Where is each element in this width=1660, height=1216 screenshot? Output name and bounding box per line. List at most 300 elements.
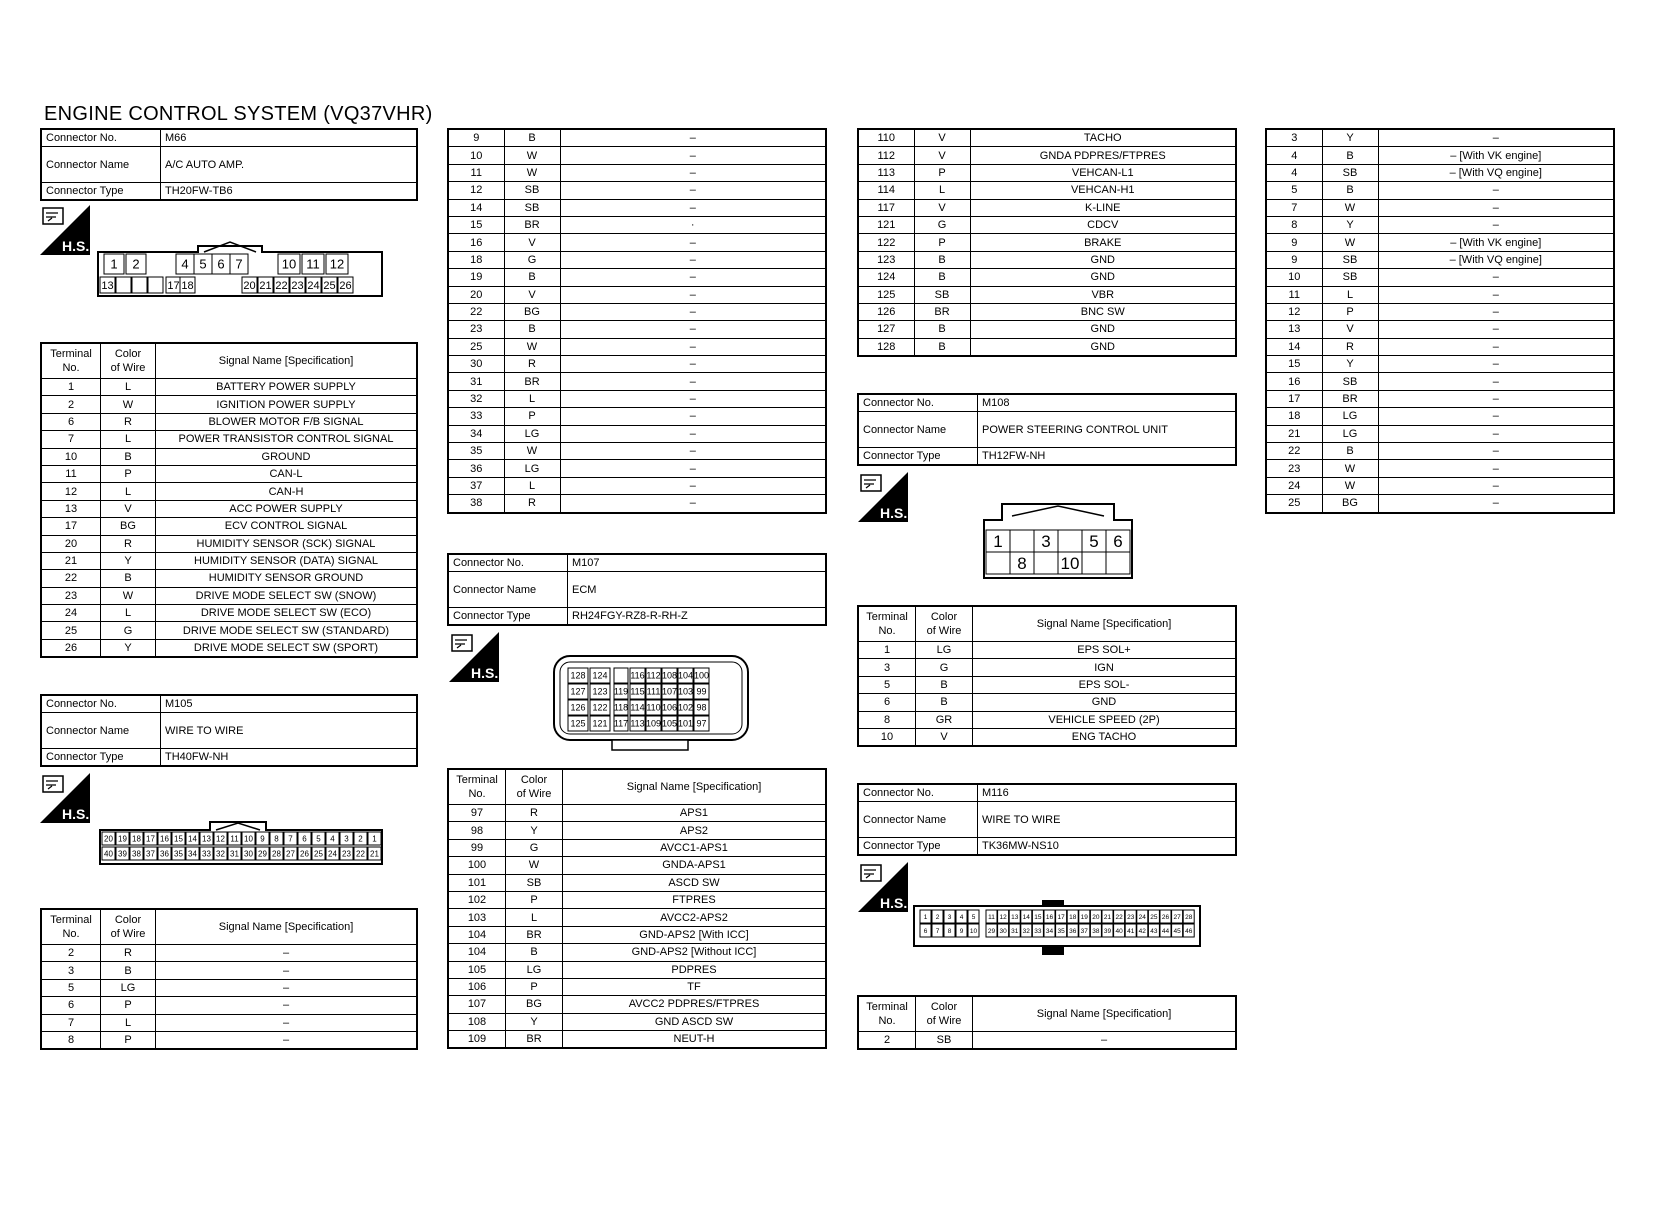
connector-pin-label: 8 <box>274 834 279 844</box>
table-row <box>41 570 417 587</box>
signal-name-cell: TF <box>563 978 827 995</box>
signal-name-cell: FTPRES <box>563 891 827 908</box>
connector-pin-label: 4 <box>959 913 964 921</box>
terminal-no-cell: 14 <box>448 199 504 216</box>
connector-pin-label: 111 <box>646 686 661 697</box>
wire-color-cell: LG <box>506 961 563 978</box>
connector-pin-label: 32 <box>216 849 225 859</box>
wire-color-cell: SB <box>1322 164 1378 181</box>
terminal-no-cell: 10 <box>41 448 101 465</box>
connector-pin-label: 14 <box>1022 913 1030 921</box>
connector-pin-label: 115 <box>630 686 645 697</box>
table-row <box>1266 182 1614 199</box>
wire-color-cell: L <box>101 431 156 448</box>
terminal-no-cell: 18 <box>448 251 504 268</box>
signal-name-cell: TACHO <box>970 129 1236 147</box>
terminal-no-cell: 117 <box>858 199 914 216</box>
wire-color-cell: LG <box>1322 408 1378 425</box>
connector-no-label: Connector No. <box>858 394 978 412</box>
signal-name-cell: ASCD SW <box>563 874 827 891</box>
signal-name-cell: BLOWER MOTOR F/B SIGNAL <box>156 413 418 430</box>
connector-pin-label: 31 <box>1011 927 1019 935</box>
color-header-line1: Color <box>114 914 142 926</box>
connector-pin-label: 17 <box>167 279 180 292</box>
connector-name-value: POWER STEERING CONTROL UNIT <box>978 412 1237 448</box>
wire-color-cell: B <box>504 269 560 286</box>
wire-color-cell: B <box>1322 147 1378 164</box>
table-row <box>858 286 1236 303</box>
wire-color-cell: V <box>914 147 970 164</box>
connector-pin-label: 38 <box>132 849 141 859</box>
connector-pin-label: 13 <box>101 279 114 292</box>
connector-no-label: Connector No. <box>41 695 161 713</box>
table-row <box>1266 286 1614 303</box>
table-row <box>1266 216 1614 233</box>
signal-name-cell: – <box>1378 182 1614 199</box>
connector-pin-label: 119 <box>613 686 629 697</box>
table-row <box>858 711 1236 728</box>
terminal-no-cell: 127 <box>858 321 914 338</box>
signal-name-cell: – [With VQ engine] <box>1378 251 1614 268</box>
signal-name-cell: VEHCAN-L1 <box>970 164 1236 181</box>
terminal-no-cell: 109 <box>448 1031 506 1049</box>
signal-name-cell: ECV CONTROL SIGNAL <box>156 518 418 535</box>
table-row <box>858 303 1236 320</box>
connector-pin-label: 2 <box>132 256 140 272</box>
table-row <box>41 962 417 979</box>
signal-name-cell: CAN-L <box>156 465 418 482</box>
page-title: ENGINE CONTROL SYSTEM (VQ37VHR) <box>44 103 433 125</box>
connector-pin-label: 20 <box>104 834 113 844</box>
signal-header: Signal Name [Specification] <box>156 909 418 945</box>
wire-color-cell: L <box>504 477 560 494</box>
connector-pin-label: 1 <box>372 834 377 844</box>
terminal-no-cell: 8 <box>41 1031 101 1049</box>
connector-pin-label: 16 <box>1045 913 1054 921</box>
signal-name-cell: – <box>560 182 826 199</box>
table-row <box>1266 269 1614 286</box>
table-row <box>448 390 826 407</box>
table-row <box>41 413 417 430</box>
table-row <box>1266 164 1614 181</box>
terminal-no-cell: 33 <box>448 408 504 425</box>
signal-name-cell: BNC SW <box>970 303 1236 320</box>
terminal-no-cell: 99 <box>448 839 506 856</box>
terminal-no-cell: 14 <box>1266 338 1322 355</box>
terminal-no-cell: 9 <box>448 129 504 147</box>
terminal-header-line2: No. <box>62 928 80 940</box>
wire-color-cell: B <box>101 448 156 465</box>
table-row <box>858 659 1236 676</box>
table-row <box>448 891 826 908</box>
terminal-header <box>858 996 916 1032</box>
table-row <box>448 1031 826 1049</box>
m116-connector-info <box>857 783 1237 856</box>
connector-pin-label: 31 <box>230 849 239 859</box>
wire-color-cell: BG <box>504 303 560 320</box>
terminal-no-cell: 16 <box>1266 373 1322 390</box>
terminal-no-cell: 22 <box>1266 443 1322 460</box>
table-row <box>448 822 826 839</box>
terminal-header-line2: No. <box>878 1015 896 1027</box>
signal-name-cell: – <box>560 443 826 460</box>
table-row <box>858 147 1236 164</box>
terminal-header-line2: No. <box>468 788 486 800</box>
terminal-header-line1: Terminal <box>866 611 908 623</box>
signal-name-cell: – <box>1378 390 1614 407</box>
connector-pin-label: 5 <box>199 256 207 272</box>
table-row <box>448 234 826 251</box>
connector-pin-label: 99 <box>696 686 707 697</box>
terminal-no-cell: 20 <box>448 286 504 303</box>
signal-name-cell: GND ASCD SW <box>563 1013 827 1030</box>
connector-pin-label: 19 <box>118 834 127 844</box>
connector-pin-label: 13 <box>202 834 211 844</box>
terminal-no-cell: 106 <box>448 978 506 995</box>
signal-name-cell: POWER TRANSISTOR CONTROL SIGNAL <box>156 431 418 448</box>
connector-pin-label: 46 <box>1185 927 1193 935</box>
terminal-no-cell: 5 <box>1266 182 1322 199</box>
signal-name-cell: – <box>560 408 826 425</box>
signal-name-cell: AVCC2 PDPRES/FTPRES <box>563 996 827 1013</box>
color-header-line1: Color <box>930 611 958 623</box>
connector-pin-label: 108 <box>661 670 678 681</box>
signal-name-cell: – <box>1378 269 1614 286</box>
m107-terminal-table-a <box>447 768 827 1049</box>
table-row <box>448 874 826 891</box>
m105-connector-info <box>40 694 418 767</box>
table-row <box>448 269 826 286</box>
connector-name-label: Connector Name <box>858 802 978 838</box>
terminal-header-line2: No. <box>878 625 896 637</box>
connector-pin-label: 128 <box>570 670 586 681</box>
wire-color-cell: W <box>504 338 560 355</box>
table-row <box>858 164 1236 181</box>
connector-pin-label: 10 <box>1060 554 1080 574</box>
wire-color-cell: BR <box>504 216 560 233</box>
connector-pin-label: 109 <box>645 718 662 729</box>
signal-name-cell: HUMIDITY SENSOR (DATA) SIGNAL <box>156 552 418 569</box>
connector-pin-label: 4 <box>330 834 335 844</box>
color-header <box>101 343 156 379</box>
signal-name-cell: EPS SOL- <box>973 676 1237 693</box>
wire-color-cell: V <box>914 129 970 147</box>
connector-pin-label: 28 <box>1185 913 1193 921</box>
connector-pin-label: 44 <box>1161 927 1170 935</box>
table-row <box>858 129 1236 147</box>
connector-pin-label: 39 <box>118 849 127 859</box>
signal-name-cell: AVCC2-APS2 <box>563 909 827 926</box>
m66-terminal-table <box>40 342 418 658</box>
hs-label: H.S. <box>880 505 908 521</box>
connector-pin-label: 1 <box>993 532 1003 552</box>
wire-color-cell: Y <box>101 639 156 657</box>
table-row <box>1266 303 1614 320</box>
signal-name-cell: DRIVE MODE SELECT SW (STANDARD) <box>156 622 418 639</box>
wire-color-cell: L <box>504 390 560 407</box>
table-row <box>448 408 826 425</box>
wire-color-cell: R <box>506 805 563 822</box>
connector-pin <box>148 277 163 293</box>
terminal-header-line1: Terminal <box>456 774 498 786</box>
connector-pin-label: 9 <box>959 927 964 935</box>
signal-name-cell: – [With VQ engine] <box>1378 164 1614 181</box>
connector-pin-label: 113 <box>630 718 645 729</box>
terminal-no-cell: 12 <box>41 483 101 500</box>
m105-terminal-table-a <box>40 908 418 1050</box>
connector-pin-label: 35 <box>174 849 183 859</box>
connector-pin-label: 121 <box>592 718 608 729</box>
connector-pin-label: 2 <box>358 834 363 844</box>
terminal-no-cell: 104 <box>448 944 506 961</box>
table-row <box>1266 408 1614 425</box>
connector-pin-label: 24 <box>328 849 337 859</box>
signal-name-cell: – <box>560 338 826 355</box>
table-row <box>448 978 826 995</box>
wire-color-cell: LG <box>101 979 156 996</box>
connector-pin-label: 24 <box>307 279 320 292</box>
signal-name-cell: – <box>1378 460 1614 477</box>
terminal-no-cell: 3 <box>858 659 916 676</box>
wire-color-cell: BR <box>506 1031 563 1049</box>
color-header-line2: of Wire <box>516 788 552 800</box>
table-row <box>41 587 417 604</box>
terminal-no-cell: 2 <box>41 945 101 962</box>
signal-name-cell: – <box>1378 321 1614 338</box>
terminal-no-cell: 112 <box>858 147 914 164</box>
wire-color-cell: L <box>101 605 156 622</box>
signal-name-cell: APS1 <box>563 805 827 822</box>
signal-name-cell: GND-APS2 [Without ICC] <box>563 944 827 961</box>
hs-label: H.S. <box>62 806 90 822</box>
signal-name-cell: – <box>560 269 826 286</box>
signal-name-cell: APS2 <box>563 822 827 839</box>
terminal-no-cell: 122 <box>858 234 914 251</box>
connector-pin-label: 40 <box>1115 927 1123 935</box>
connector-pin-label: 126 <box>570 702 586 713</box>
wire-color-cell: G <box>506 839 563 856</box>
connector-pin-label: 19 <box>1080 913 1088 921</box>
wire-color-cell: LG <box>1322 425 1378 442</box>
connector-pin-label: 22 <box>356 849 365 859</box>
wire-color-cell: L <box>506 909 563 926</box>
signal-name-cell: DRIVE MODE SELECT SW (SPORT) <box>156 639 418 657</box>
terminal-no-cell: 2 <box>41 396 101 413</box>
connector-pin-label: 4 <box>181 256 189 272</box>
wire-color-cell: BR <box>504 373 560 390</box>
terminal-no-cell: 11 <box>448 164 504 181</box>
terminal-no-cell: 8 <box>1266 216 1322 233</box>
terminal-no-cell: 25 <box>41 622 101 639</box>
table-row <box>41 622 417 639</box>
wire-color-cell: P <box>504 408 560 425</box>
signal-name-cell: – <box>1378 286 1614 303</box>
table-row <box>448 356 826 373</box>
table-row <box>1266 443 1614 460</box>
table-row <box>1266 338 1614 355</box>
terminal-no-cell: 101 <box>448 874 506 891</box>
connector-pin-label: 26 <box>339 279 352 292</box>
connector-pin-label: 32 <box>1022 927 1030 935</box>
wire-color-cell: P <box>101 465 156 482</box>
wire-color-cell: Y <box>506 1013 563 1030</box>
terminal-no-cell: 5 <box>858 676 916 693</box>
connector-pin-label: 114 <box>630 702 645 713</box>
connector-pin-label: 27 <box>1173 913 1181 921</box>
connector-pin <box>116 277 131 293</box>
connector-type-value: TH40FW-NH <box>161 749 418 767</box>
color-header <box>916 606 973 642</box>
terminal-no-cell: 13 <box>41 500 101 517</box>
wire-color-cell: L <box>101 379 156 396</box>
table-row <box>448 857 826 874</box>
wire-color-cell: P <box>914 164 970 181</box>
color-header <box>916 996 973 1032</box>
terminal-no-cell: 103 <box>448 909 506 926</box>
wire-color-cell: B <box>1322 182 1378 199</box>
wire-color-cell: BR <box>1322 390 1378 407</box>
connector-pin <box>986 552 1010 574</box>
connector-name-label: Connector Name <box>41 713 161 749</box>
signal-name-cell: – <box>1378 199 1614 216</box>
wire-color-cell: W <box>101 396 156 413</box>
connector-pin-label: 116 <box>630 670 645 681</box>
signal-name-cell: HUMIDITY SENSOR (SCK) SIGNAL <box>156 535 418 552</box>
connector-pin-label: 28 <box>272 849 281 859</box>
terminal-no-cell: 20 <box>41 535 101 552</box>
connector-pin-label: 15 <box>174 834 183 844</box>
wire-color-cell: V <box>101 500 156 517</box>
terminal-no-cell: 23 <box>448 321 504 338</box>
table-row <box>448 182 826 199</box>
wire-color-cell: V <box>504 234 560 251</box>
table-row <box>41 639 417 657</box>
connector-pin-label: 123 <box>592 686 608 697</box>
terminal-no-cell: 5 <box>41 979 101 996</box>
connector-pin-label: 11 <box>306 256 320 272</box>
connector-pin-label: 24 <box>1138 913 1146 921</box>
signal-name-cell: – <box>560 425 826 442</box>
wire-color-cell: G <box>504 251 560 268</box>
table-row <box>448 147 826 164</box>
table-row <box>858 1032 1236 1050</box>
signal-name-cell: VBR <box>970 286 1236 303</box>
table-row <box>448 805 826 822</box>
signal-name-cell: · <box>560 216 826 233</box>
connector-pin-label: 11 <box>230 834 239 844</box>
color-header <box>506 769 563 805</box>
connector-no-label: Connector No. <box>41 129 161 147</box>
terminal-no-cell: 22 <box>41 570 101 587</box>
wire-color-cell: BG <box>1322 495 1378 513</box>
wire-color-cell: V <box>916 728 973 746</box>
signal-name-cell: – <box>560 303 826 320</box>
connector-pin-label: 23 <box>1127 913 1135 921</box>
connector-pin-label: 12 <box>999 913 1007 921</box>
harness-side-icon <box>858 472 908 522</box>
connector-pin <box>1058 530 1082 552</box>
signal-name-cell: GNDA-APS1 <box>563 857 827 874</box>
signal-name-cell: – <box>1378 356 1614 373</box>
signal-name-cell: ACC POWER SUPPLY <box>156 500 418 517</box>
terminal-no-cell: 12 <box>448 182 504 199</box>
signal-name-cell: EPS SOL+ <box>973 642 1237 659</box>
connector-pin-label: 127 <box>570 686 586 697</box>
connector-pin-label: 103 <box>677 686 694 697</box>
wire-color-cell: LG <box>504 460 560 477</box>
connector-pin-label: 35 <box>1057 927 1065 935</box>
connector-pin-label: 36 <box>160 849 169 859</box>
terminal-no-cell: 23 <box>41 587 101 604</box>
terminal-no-cell: 31 <box>448 373 504 390</box>
terminal-no-cell: 7 <box>1266 199 1322 216</box>
table-row <box>41 500 417 517</box>
connector-pin-label: 5 <box>316 834 321 844</box>
wire-color-cell: G <box>101 622 156 639</box>
wire-color-cell: V <box>1322 321 1378 338</box>
terminal-no-cell: 16 <box>448 234 504 251</box>
signal-name-cell: NEUT-H <box>563 1031 827 1049</box>
connector-pin <box>132 277 147 293</box>
wire-color-cell: R <box>504 356 560 373</box>
connector-pin <box>1010 530 1034 552</box>
signal-name-cell: – <box>560 251 826 268</box>
wire-color-cell: B <box>916 676 973 693</box>
terminal-header <box>41 909 101 945</box>
color-header-line2: of Wire <box>110 928 146 940</box>
table-row <box>41 518 417 535</box>
terminal-no-cell: 110 <box>858 129 914 147</box>
connector-pin-label: 17 <box>1057 913 1065 921</box>
signal-header: Signal Name [Specification] <box>973 996 1237 1032</box>
connector-name-label: Connector Name <box>858 412 978 448</box>
connector-pin-label: 8 <box>1017 554 1027 574</box>
signal-name-cell: – <box>560 129 826 147</box>
signal-name-cell: – <box>560 477 826 494</box>
connector-pin-label: 7 <box>288 834 293 844</box>
connector-pin-label: 104 <box>677 670 694 681</box>
wire-color-cell: B <box>101 962 156 979</box>
signal-name-cell: – <box>560 321 826 338</box>
m108-connector-info <box>857 393 1237 466</box>
connector-pin-label: 12 <box>329 256 345 272</box>
signal-name-cell: – <box>560 356 826 373</box>
signal-name-cell: – <box>560 390 826 407</box>
connector-pin-label: 23 <box>291 279 304 292</box>
connector-pin-label: 42 <box>1138 927 1146 935</box>
signal-name-cell: GNDA PDPRES/FTPRES <box>970 147 1236 164</box>
terminal-no-cell: 124 <box>858 269 914 286</box>
connector-pin-label: 27 <box>286 849 295 859</box>
signal-header: Signal Name [Specification] <box>973 606 1237 642</box>
wire-color-cell: B <box>914 321 970 338</box>
table-row <box>858 321 1236 338</box>
harness-side-icon <box>40 205 90 255</box>
connector-no-label: Connector No. <box>858 784 978 802</box>
table-row <box>448 338 826 355</box>
wire-color-cell: B <box>916 694 973 711</box>
wire-color-cell: G <box>914 216 970 233</box>
signal-name-cell: – <box>156 997 418 1014</box>
signal-name-cell: – <box>156 1031 418 1049</box>
wire-color-cell: B <box>914 338 970 356</box>
wire-color-cell: B <box>914 251 970 268</box>
wire-color-cell: Y <box>506 822 563 839</box>
connector-pin-label: 22 <box>275 279 288 292</box>
connector-pin-label: 25 <box>323 279 336 292</box>
connector-pin-label: 100 <box>693 670 710 681</box>
connector-pin-label: 122 <box>592 702 608 713</box>
